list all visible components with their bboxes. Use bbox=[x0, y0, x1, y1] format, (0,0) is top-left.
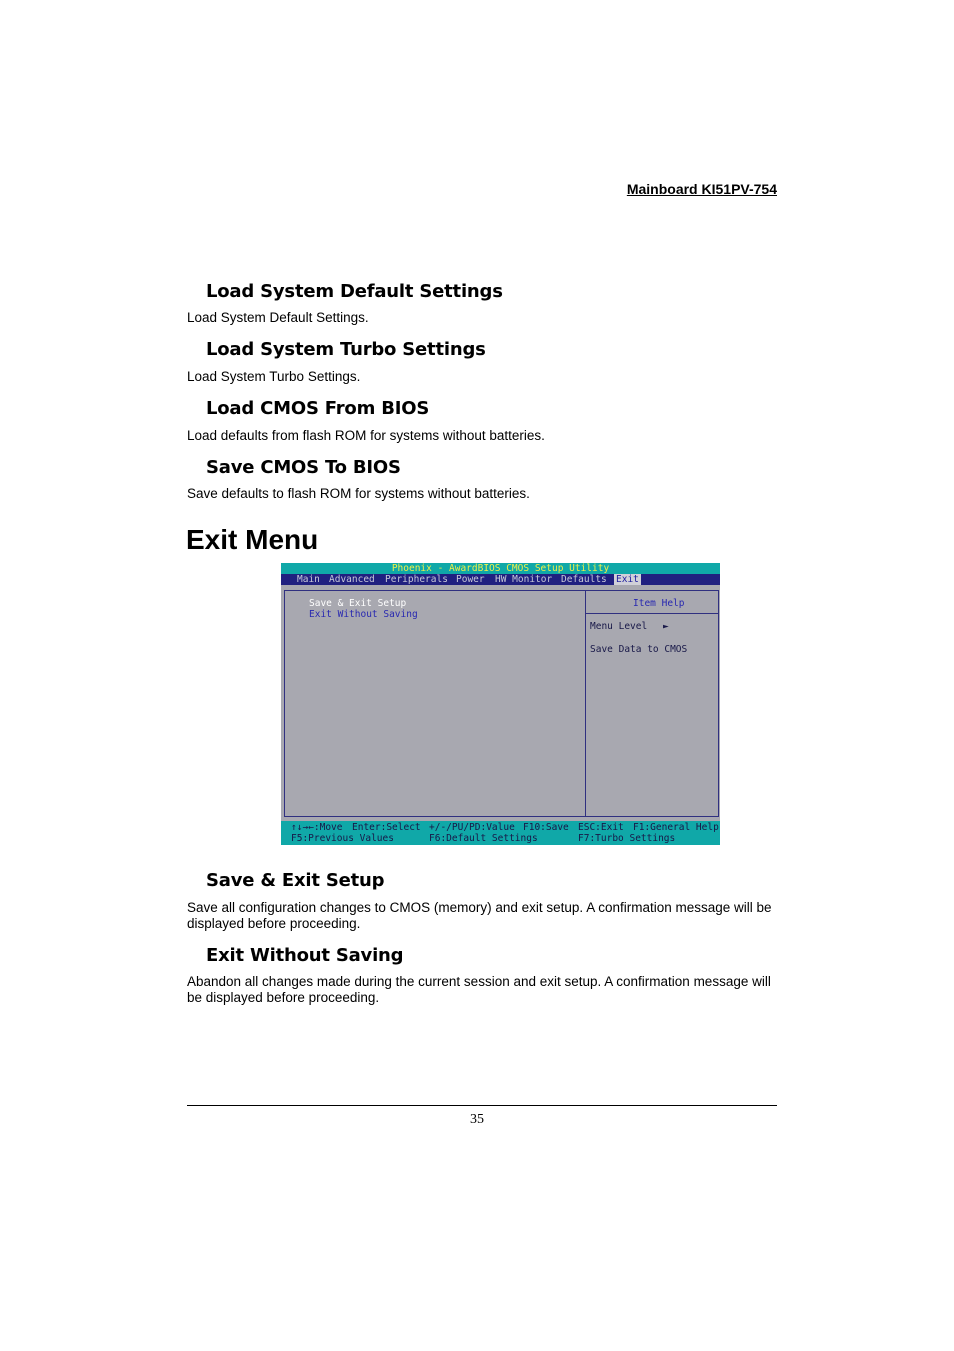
bios-menu-peripherals[interactable]: Peripherals bbox=[385, 574, 448, 585]
heading-exit-without-saving: Exit Without Saving bbox=[206, 945, 404, 966]
bios-menu-advanced[interactable]: Advanced bbox=[329, 574, 375, 585]
bios-menu-hw-monitor[interactable]: HW Monitor bbox=[495, 574, 553, 585]
text-load-cmos-from-bios: Load defaults from flash ROM for systems without batteries. bbox=[187, 428, 545, 443]
bios-screenshot bbox=[281, 563, 720, 845]
text-load-system-turbo: Load System Turbo Settings. bbox=[187, 369, 361, 384]
bios-help-title: Item Help bbox=[633, 598, 685, 609]
bios-menu-defaults[interactable]: Defaults bbox=[561, 574, 607, 585]
heading-load-system-default: Load System Default Settings bbox=[206, 281, 503, 302]
heading-load-cmos-from-bios: Load CMOS From BIOS bbox=[206, 398, 430, 419]
bios-help-rule bbox=[586, 613, 718, 614]
heading-save-cmos-to-bios: Save CMOS To BIOS bbox=[206, 457, 401, 478]
bios-key-default: F6:Default Settings bbox=[429, 833, 538, 844]
bios-menu-bar bbox=[281, 574, 720, 585]
text-load-system-default: Load System Default Settings. bbox=[187, 310, 369, 325]
bios-help-menu-level bbox=[590, 621, 669, 632]
page-number: 35 bbox=[470, 1112, 484, 1127]
bios-key-previous: F5:Previous Values bbox=[291, 833, 394, 844]
bios-item-exit-without-saving[interactable]: Exit Without Saving bbox=[309, 609, 418, 620]
bios-menu-main[interactable]: Main bbox=[297, 574, 320, 585]
bios-key-move: ↑↓→←:Move bbox=[291, 822, 343, 833]
text-save-exit-setup: Save all configuration changes to CMOS (memory) and exit setup. A confirmation message will be displayed before proceeding. bbox=[187, 900, 772, 931]
heading-load-system-turbo: Load System Turbo Settings bbox=[206, 339, 486, 360]
text-save-cmos-to-bios: Save defaults to flash ROM for systems without batteries. bbox=[187, 486, 530, 501]
bios-footer bbox=[281, 821, 720, 845]
bios-item-save-exit[interactable]: Save & Exit Setup bbox=[309, 598, 407, 609]
footer-rule bbox=[187, 1105, 777, 1106]
bios-key-help: F1:General Help bbox=[633, 822, 719, 833]
text-exit-without-saving: Abandon all changes made during the current session and exit setup. A confirmation message will be displayed before proceeding. bbox=[187, 974, 771, 1005]
bios-key-turbo: F7:Turbo Settings bbox=[578, 833, 676, 844]
bios-key-select: Enter:Select bbox=[352, 822, 421, 833]
bios-menu-power[interactable]: Power bbox=[456, 574, 485, 585]
exit-menu-title: Exit Menu bbox=[186, 524, 319, 555]
bios-panel-divider bbox=[585, 591, 586, 816]
bios-main-panel bbox=[284, 590, 719, 817]
bios-key-exit: ESC:Exit bbox=[578, 822, 624, 833]
arrow-right-icon: ► bbox=[662, 621, 669, 632]
bios-key-save: F10:Save bbox=[523, 822, 569, 833]
bios-menu-exit[interactable]: Exit bbox=[616, 574, 639, 585]
heading-save-exit-setup: Save & Exit Setup bbox=[206, 870, 385, 891]
document-header: Mainboard KI51PV-754 bbox=[626, 181, 777, 197]
bios-title-bar: Phoenix - AwardBIOS CMOS Setup Utility bbox=[281, 563, 720, 574]
bios-key-value: +/-/PU/PD:Value bbox=[429, 822, 515, 833]
bios-help-menu-level-label: Menu Level bbox=[590, 621, 648, 632]
bios-help-text: Save Data to CMOS bbox=[590, 644, 688, 655]
